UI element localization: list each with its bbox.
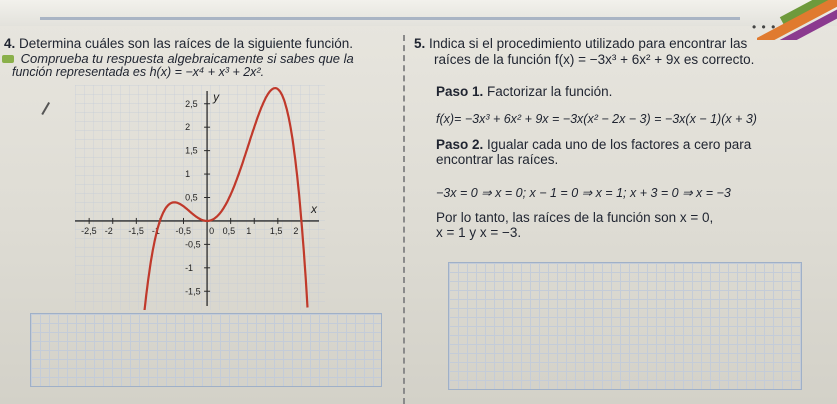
y-tick-label: 2 [185,122,191,133]
paso-2 [436,137,751,152]
paso-1-math: f(x)= −3x³ + 6x² + 9x = −3x(x² − 2x − 3) = −3x(x − 1)(x + 3) [436,112,757,126]
question-5 [414,36,747,51]
x-tick-label: -0,5 [175,225,192,236]
paso-1 [436,84,612,99]
x-tick-label: -1,5 [128,225,144,236]
conclusion-line-2: x = 1 y x = −3. [436,225,522,240]
paso-2-text2: encontrar las raíces. [436,152,559,167]
y-tick-label: 1 [185,169,191,180]
question-4-check [2,51,354,66]
question-4-statement: Determina cuáles son las raíces de la siguiente función. [19,36,353,51]
paso-1-title: Paso 1. [436,84,484,99]
column-divider [403,35,405,404]
dots-marker: • • • [752,20,777,34]
question-number: 4. [4,36,16,51]
question-5-function: raíces de la función f(x) = −3x³ + 6x² + 9x es correcto. [434,52,755,67]
question-4 [4,36,353,51]
x-tick-label: 1 [246,225,252,236]
x-tick-label: 0,5 [222,225,236,236]
x-axis-label: x [311,201,317,216]
paso-2-text: Igualar cada uno de los factores a cero para [487,137,752,152]
y-tick-label: -1,5 [185,286,201,297]
answer-box-right[interactable] [448,262,802,390]
y-tick-label: -0,5 [185,239,201,250]
x-tick-label: 1,5 [269,225,283,236]
paso-1-text: Factorizar la función. [487,84,613,99]
x-tick-label: 2 [293,225,299,236]
x-tick-label: -2,5 [81,225,97,236]
question-4-function: función representada es h(x) = −x⁴ + x³ + 2x². [12,65,265,79]
function-graph [75,85,325,310]
paso-2-title: Paso 2. [436,137,484,152]
x-tick-label: 0 [209,225,215,236]
y-axis-label: y [213,90,220,104]
page-top-band [0,0,837,26]
answer-box-left[interactable] [30,313,382,387]
page-top-rule [40,17,740,20]
y-tick-label: -1 [185,262,194,273]
question-4-check-text: Comprueba tu respuesta algebraicamente si sabes que la [20,51,354,66]
paso-2-math: −3x = 0 ⇒ x = 0; x − 1 = 0 ⇒ x = 1; x + 3 = 0 ⇒ x = −3 [436,186,731,200]
graph-grid [75,85,325,310]
x-tick-label: -2 [104,225,113,236]
check-icon [2,55,14,63]
question-number: 5. [414,36,426,51]
y-tick-label: 1,5 [185,145,198,156]
question-5-statement: Indica si el procedimiento utilizado para encontrar las [429,36,748,51]
y-tick-label: 0,5 [185,192,198,203]
x-tick-label: -1 [151,225,160,236]
conclusion-line-1: Por lo tanto, las raíces de la función son x = 0, [436,210,714,225]
y-tick-label: 2,5 [185,98,198,109]
